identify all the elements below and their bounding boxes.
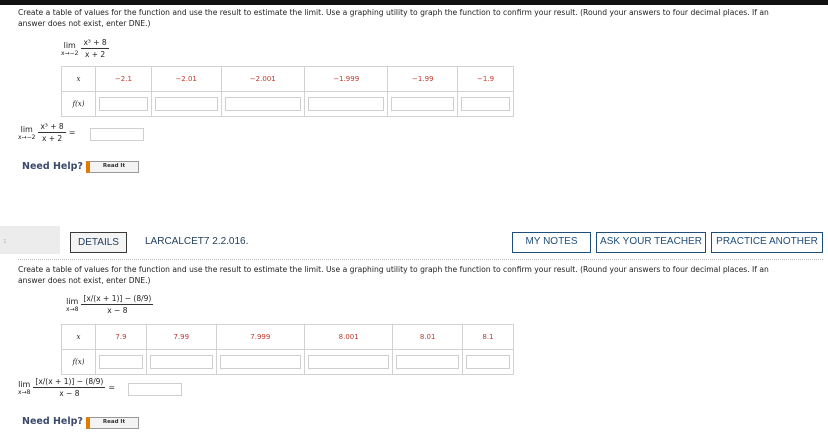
equals-sign: = — [68, 128, 76, 137]
x-value: 8.001 — [304, 325, 392, 350]
point-marker: ⁝ — [4, 238, 6, 245]
x-value: −1.99 — [388, 67, 458, 92]
fx-cell — [304, 92, 387, 117]
problem1-instructions — [18, 8, 769, 29]
x-value: 7.9 — [96, 325, 147, 350]
details-button[interactable]: DETAILS — [70, 232, 127, 253]
instructions-line-2: answer does not exist, enter DNE.) — [18, 18, 151, 28]
lim-approach: x→−2 — [61, 49, 79, 57]
x-header: x — [62, 325, 96, 350]
practice-another-button[interactable]: PRACTICE ANOTHER — [711, 232, 823, 253]
problem2-answer-expression — [18, 377, 115, 398]
lim-numerator: [x/(x + 1)] − (8/9) — [83, 294, 152, 303]
fx-input[interactable] — [225, 97, 301, 111]
need-help-label: Need Help? — [22, 161, 83, 172]
header-divider — [18, 259, 823, 260]
x-value: −2.01 — [151, 67, 221, 92]
lim-approach: x→8 — [66, 305, 79, 313]
need-help-label: Need Help? — [22, 416, 83, 427]
lim-approach: x→−2 — [18, 133, 36, 141]
fx-cell — [216, 350, 304, 375]
lim-denominator: x − 8 — [59, 389, 80, 398]
lim-denominator: x + 2 — [41, 134, 63, 143]
fx-input[interactable] — [308, 97, 384, 111]
fx-cell — [388, 92, 458, 117]
fx-header: f(x) — [62, 350, 96, 375]
lim-word: lim — [18, 379, 31, 389]
lim-word: lim — [66, 296, 79, 306]
x-value: −1.9 — [458, 67, 514, 92]
top-border — [0, 0, 828, 5]
fx-input[interactable] — [391, 97, 454, 111]
problem2-instructions — [18, 265, 769, 286]
fx-header: f(x) — [62, 92, 96, 117]
problem2-limit-expression — [66, 294, 153, 315]
instructions-line-1: Create a table of values for the function and use the result to estimate the limit. Use a graphing utility to graph the function to confirm your result. (Round your answers to four decimal places. If an — [18, 8, 769, 17]
fx-cell — [304, 350, 392, 375]
fx-cell — [146, 350, 216, 375]
fx-cell — [96, 350, 147, 375]
lim-numerator: x³ + 8 — [83, 38, 107, 47]
problem1-values-table — [61, 66, 514, 117]
x-value: 7.999 — [216, 325, 304, 350]
fx-cell — [96, 92, 152, 117]
course-code: LARCALCET7 2.2.016. — [145, 236, 249, 247]
fx-input[interactable] — [220, 355, 301, 369]
fx-cell — [393, 350, 463, 375]
problem2-values-table — [61, 324, 514, 375]
fx-input[interactable] — [466, 355, 510, 369]
my-notes-button[interactable]: MY NOTES — [512, 232, 591, 253]
question-number-bar — [0, 226, 60, 254]
lim-denominator: x + 2 — [84, 50, 106, 59]
x-value: −2.001 — [221, 67, 304, 92]
fx-input[interactable] — [461, 97, 510, 111]
read-it-button[interactable]: Read It — [86, 161, 139, 173]
fx-cell — [151, 92, 221, 117]
lim-word: lim — [20, 124, 33, 134]
equals-sign: = — [108, 383, 116, 392]
limit-answer-input[interactable] — [90, 128, 144, 141]
lim-numerator: x³ + 8 — [40, 122, 64, 131]
x-value: 8.01 — [393, 325, 463, 350]
lim-word: lim — [63, 40, 76, 50]
problem1-limit-expression — [61, 38, 109, 59]
lim-approach: x→8 — [18, 388, 31, 396]
fx-input[interactable] — [99, 355, 143, 369]
fx-input[interactable] — [396, 355, 459, 369]
read-it-button[interactable]: Read It — [86, 417, 139, 429]
lim-denominator: x − 8 — [107, 306, 128, 315]
ask-teacher-button[interactable]: ASK YOUR TEACHER — [596, 232, 706, 253]
problem1-answer-expression — [18, 122, 75, 143]
instructions-line-2: answer does not exist, enter DNE.) — [18, 275, 151, 285]
x-value: −2.1 — [96, 67, 152, 92]
fx-input[interactable] — [99, 97, 148, 111]
fx-cell — [463, 350, 514, 375]
fx-input[interactable] — [150, 355, 213, 369]
fx-cell — [221, 92, 304, 117]
limit-answer-input[interactable] — [128, 383, 182, 396]
x-header: x — [62, 67, 96, 92]
fx-cell — [458, 92, 514, 117]
x-value: 8.1 — [463, 325, 514, 350]
fx-input[interactable] — [155, 97, 218, 111]
x-value: 7.99 — [146, 325, 216, 350]
lim-numerator: [x/(x + 1)] − (8/9) — [35, 377, 104, 386]
x-value: −1.999 — [304, 67, 387, 92]
fx-input[interactable] — [308, 355, 389, 369]
instructions-line-1: Create a table of values for the function and use the result to estimate the limit. Use a graphing utility to graph the function to confirm your result. (Round your answers to four decimal places. If an — [18, 265, 769, 274]
